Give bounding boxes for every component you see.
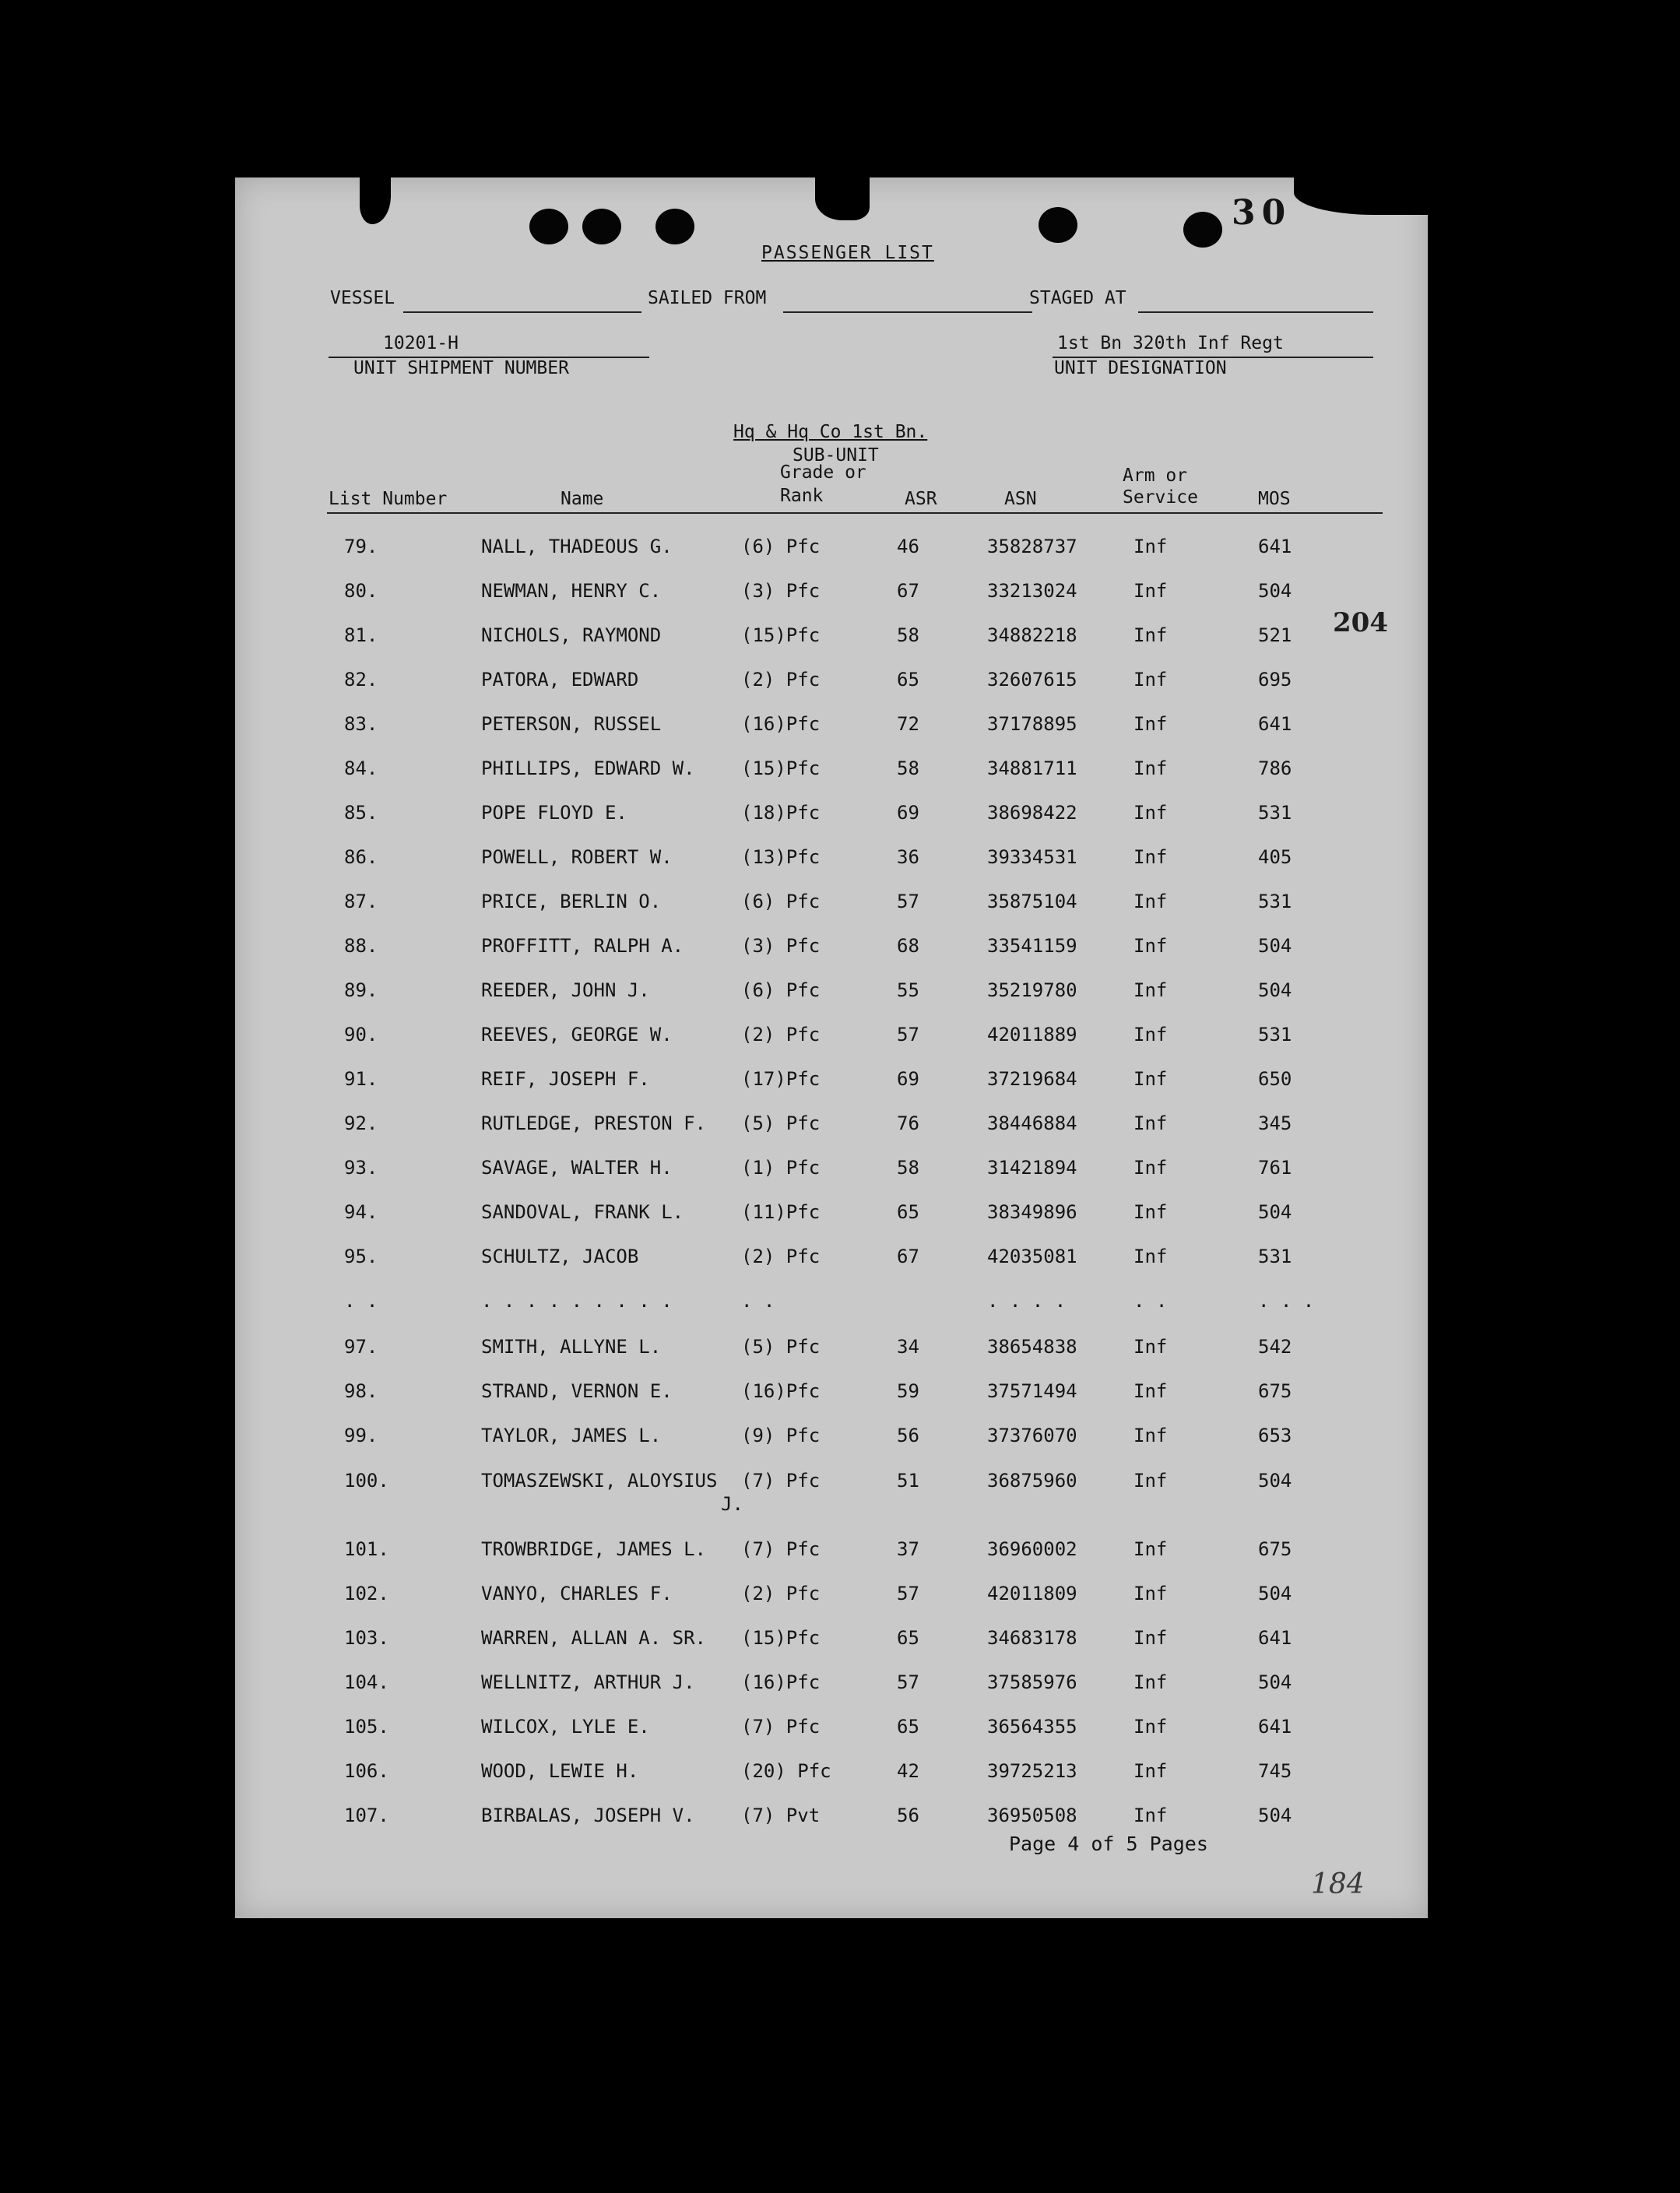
row-asn: 34683178	[987, 1627, 1077, 1649]
row-mos: 531	[1258, 802, 1292, 824]
row-arm: Inf	[1133, 1380, 1168, 1402]
staged-at-line	[1138, 311, 1373, 313]
row-grade: (3) Pfc	[741, 580, 821, 602]
row-asr: 57	[897, 1583, 919, 1604]
table-row	[235, 757, 1428, 789]
row-asr: 34	[897, 1336, 919, 1358]
row-asr: 51	[897, 1470, 919, 1492]
row-mos: 761	[1258, 1157, 1292, 1179]
row-name: VANYO, CHARLES F.	[481, 1583, 673, 1604]
row-arm: Inf	[1133, 1336, 1168, 1358]
table-row	[235, 1538, 1428, 1569]
row-asr: 67	[897, 580, 919, 602]
punch-hole	[1183, 212, 1222, 248]
row-asr: 56	[897, 1425, 919, 1446]
row-grade: (7) Pfc	[741, 1716, 821, 1738]
table-row	[235, 1716, 1428, 1747]
row-arm: Inf	[1133, 757, 1168, 779]
sub-unit-label: SUB-UNIT	[793, 445, 879, 466]
row-name: REEVES, GEORGE W.	[481, 1024, 673, 1046]
row-list-number: 81.	[344, 624, 378, 646]
row-arm: Inf	[1133, 1538, 1168, 1560]
row-list-number: 105.	[344, 1716, 389, 1738]
row-arm: Inf	[1133, 624, 1168, 646]
table-row	[235, 1290, 1428, 1321]
unit-designation: 1st Bn 320th Inf Regt	[1057, 333, 1284, 353]
table-row	[235, 1760, 1428, 1791]
row-mos: 641	[1258, 1716, 1292, 1738]
torn-edge	[1294, 177, 1428, 215]
row-name: NICHOLS, RAYMOND	[481, 624, 662, 646]
row-name: BIRBALAS, JOSEPH V.	[481, 1805, 695, 1826]
row-asn: 36875960	[987, 1470, 1077, 1492]
table-row	[235, 1425, 1428, 1456]
column-header-grade: Grade or	[780, 462, 866, 483]
row-grade: (1) Pfc	[741, 1157, 821, 1179]
row-mos: 641	[1258, 1627, 1292, 1649]
row-arm: Inf	[1133, 536, 1168, 557]
row-mos: 650	[1258, 1068, 1292, 1090]
row-list-number: 102.	[344, 1583, 389, 1604]
row-arm: Inf	[1133, 1201, 1168, 1223]
row-asn: 36950508	[987, 1805, 1077, 1826]
row-list-number: 82.	[344, 669, 378, 691]
row-name: REIF, JOSEPH F.	[481, 1068, 650, 1090]
header-rule	[327, 512, 1383, 514]
row-name: WILCOX, LYLE E.	[481, 1716, 650, 1738]
row-grade: (6) Pfc	[741, 536, 821, 557]
row-arm: Inf	[1133, 1068, 1168, 1090]
row-name: NEWMAN, HENRY C.	[481, 580, 662, 602]
vessel-label: VESSEL	[330, 288, 395, 308]
row-list-number: 103.	[344, 1627, 389, 1649]
row-asn: 36960002	[987, 1538, 1077, 1560]
row-mos: 504	[1258, 979, 1292, 1001]
row-grade: (5) Pfc	[741, 1112, 821, 1134]
unit-shipment-number: 10201-H	[383, 333, 459, 353]
row-arm: Inf	[1133, 580, 1168, 602]
row-arm: Inf	[1133, 1246, 1168, 1267]
row-list-number: 85.	[344, 802, 378, 824]
table-row	[235, 669, 1428, 700]
row-name: TAYLOR, JAMES L.	[481, 1425, 662, 1446]
row-arm: Inf	[1133, 713, 1168, 735]
row-mos: 504	[1258, 580, 1292, 602]
row-asn: 38698422	[987, 802, 1077, 824]
row-asn: 42011809	[987, 1583, 1077, 1604]
row-grade: (16)Pfc	[741, 1380, 821, 1402]
row-grade: (2) Pfc	[741, 1583, 821, 1604]
row-list-number: 89.	[344, 979, 378, 1001]
row-name: WOOD, LEWIE H.	[481, 1760, 639, 1782]
row-asr: 68	[897, 935, 919, 957]
table-row	[235, 1024, 1428, 1055]
row-name: TROWBRIDGE, JAMES L.	[481, 1538, 706, 1560]
row-asr: 65	[897, 1201, 919, 1223]
row-arm: Inf	[1133, 846, 1168, 868]
row-asn: 37178895	[987, 713, 1077, 735]
row-list-number: 106.	[344, 1760, 389, 1782]
punch-hole	[1039, 207, 1077, 243]
row-mos: 641	[1258, 536, 1292, 557]
row-list-number: 97.	[344, 1336, 378, 1358]
row-name: POPE FLOYD E.	[481, 802, 627, 824]
row-arm: Inf	[1133, 891, 1168, 912]
row-grade: (17)Pfc	[741, 1068, 821, 1090]
row-grade: (3) Pfc	[741, 935, 821, 957]
row-list-number: 79.	[344, 536, 378, 557]
row-list-number: 99.	[344, 1425, 378, 1446]
row-grade: (15)Pfc	[741, 1627, 821, 1649]
row-mos: 405	[1258, 846, 1292, 868]
row-list-number: 101.	[344, 1538, 389, 1560]
row-asn: 34881711	[987, 757, 1077, 779]
row-asn: . . . .	[987, 1290, 1067, 1312]
row-asn: 35875104	[987, 891, 1077, 912]
column-header-grade-rank: Rank	[780, 486, 824, 506]
table-row	[235, 1068, 1428, 1099]
table-row	[235, 1112, 1428, 1144]
column-header-asr: ASR	[905, 489, 937, 509]
row-asn: 37376070	[987, 1425, 1077, 1446]
table-row	[235, 1336, 1428, 1367]
row-grade: (9) Pfc	[741, 1425, 821, 1446]
table-row	[235, 1246, 1428, 1277]
row-asn: 34882218	[987, 624, 1077, 646]
row-arm: Inf	[1133, 1760, 1168, 1782]
row-list-number: 90.	[344, 1024, 378, 1046]
row-name: WARREN, ALLAN A. SR.	[481, 1627, 706, 1649]
row-name: SCHULTZ, JACOB	[481, 1246, 639, 1267]
row-asr: 65	[897, 1716, 919, 1738]
row-mos: 786	[1258, 757, 1292, 779]
table-row	[235, 624, 1428, 655]
table-row	[235, 580, 1428, 611]
row-name: PROFFITT, RALPH A.	[481, 935, 684, 957]
row-asr: 69	[897, 1068, 919, 1090]
row-asr: 65	[897, 669, 919, 691]
table-row	[235, 1380, 1428, 1411]
row-list-number: 95.	[344, 1246, 378, 1267]
staged-at-label: STAGED AT	[1029, 288, 1126, 308]
row-grade: (18)Pfc	[741, 802, 821, 824]
row-asr: 59	[897, 1380, 919, 1402]
row-arm: Inf	[1133, 1805, 1168, 1826]
row-name: SANDOVAL, FRANK L.	[481, 1201, 684, 1223]
row-arm: Inf	[1133, 979, 1168, 1001]
row-asr: 76	[897, 1112, 919, 1134]
row-grade: (6) Pfc	[741, 979, 821, 1001]
row-name: WELLNITZ, ARTHUR J.	[481, 1671, 695, 1693]
punch-hole	[529, 209, 568, 244]
row-asn: 38446884	[987, 1112, 1077, 1134]
row-arm: Inf	[1133, 669, 1168, 691]
row-mos: 675	[1258, 1538, 1292, 1560]
row-asr: 46	[897, 536, 919, 557]
row-mos: 641	[1258, 713, 1292, 735]
row-grade: (20) Pfc	[741, 1760, 831, 1782]
row-grade: (2) Pfc	[741, 1024, 821, 1046]
row-asn: 38349896	[987, 1201, 1077, 1223]
vessel-line	[403, 311, 641, 313]
row-name: SAVAGE, WALTER H.	[481, 1157, 673, 1179]
form-title: PASSENGER LIST	[761, 243, 934, 263]
row-asn: 39334531	[987, 846, 1077, 868]
row-list-number: 98.	[344, 1380, 378, 1402]
row-list-number: 80.	[344, 580, 378, 602]
unit-designation-label: UNIT DESIGNATION	[1054, 358, 1227, 378]
row-mos: 531	[1258, 891, 1292, 912]
row-grade: (15)Pfc	[741, 624, 821, 646]
row-asn: 42035081	[987, 1246, 1077, 1267]
row-asn: 33213024	[987, 580, 1077, 602]
row-asr: 57	[897, 1671, 919, 1693]
stamp-number: 204	[1333, 607, 1388, 638]
column-header-arm: Arm or	[1123, 466, 1188, 486]
table-row	[235, 935, 1428, 966]
table-row	[235, 1201, 1428, 1232]
row-grade: (7) Pfc	[741, 1538, 821, 1560]
row-asr: 67	[897, 1246, 919, 1267]
row-mos: 504	[1258, 935, 1292, 957]
table-row	[235, 1805, 1428, 1836]
row-mos: 695	[1258, 669, 1292, 691]
sailed-from-label: SAILED FROM	[648, 288, 767, 308]
row-arm: Inf	[1133, 1470, 1168, 1492]
row-mos: 345	[1258, 1112, 1292, 1134]
table-row	[235, 979, 1428, 1010]
row-name: NALL, THADEOUS G.	[481, 536, 673, 557]
row-grade: (13)Pfc	[741, 846, 821, 868]
row-arm: Inf	[1133, 1112, 1168, 1134]
row-asr: 57	[897, 891, 919, 912]
row-asr: 72	[897, 713, 919, 735]
row-name: SMITH, ALLYNE L.	[481, 1336, 662, 1358]
row-grade: (2) Pfc	[741, 669, 821, 691]
row-list-number: 93.	[344, 1157, 378, 1179]
row-asn: 36564355	[987, 1716, 1077, 1738]
row-grade: (16)Pfc	[741, 1671, 821, 1693]
row-grade: (6) Pfc	[741, 891, 821, 912]
row-arm: Inf	[1133, 802, 1168, 824]
row-list-number: 100.	[344, 1470, 389, 1492]
torn-edge	[815, 177, 870, 220]
row-mos: . . .	[1258, 1290, 1315, 1312]
row-asn: 37571494	[987, 1380, 1077, 1402]
row-mos: 531	[1258, 1246, 1292, 1267]
row-asn: 35828737	[987, 536, 1077, 557]
row-asr: 57	[897, 1024, 919, 1046]
row-list-number: 91.	[344, 1068, 378, 1090]
sailed-from-line	[783, 311, 1032, 313]
table-row	[235, 891, 1428, 922]
page-footer: Page 4 of 5 Pages	[1009, 1833, 1208, 1855]
row-mos: 504	[1258, 1671, 1292, 1693]
row-asr: 36	[897, 846, 919, 868]
row-mos: 504	[1258, 1805, 1292, 1826]
row-arm: Inf	[1133, 1425, 1168, 1446]
row-grade: (7) Pvt	[741, 1805, 821, 1826]
row-list-number: 84.	[344, 757, 378, 779]
row-list-number: 92.	[344, 1112, 378, 1134]
row-asr: 42	[897, 1760, 919, 1782]
row-name: REEDER, JOHN J.	[481, 979, 650, 1001]
column-header-asn: ASN	[1004, 489, 1037, 509]
table-row	[235, 536, 1428, 567]
row-name-continuation: J.	[721, 1493, 743, 1515]
row-list-number: 86.	[344, 846, 378, 868]
row-arm: Inf	[1133, 935, 1168, 957]
row-mos: 531	[1258, 1024, 1292, 1046]
table-row	[235, 1470, 1428, 1515]
table-row	[235, 713, 1428, 744]
column-header-mos: MOS	[1258, 489, 1291, 509]
row-list-number: 107.	[344, 1805, 389, 1826]
row-list-number: 94.	[344, 1201, 378, 1223]
row-asn: 38654838	[987, 1336, 1077, 1358]
row-asn: 37219684	[987, 1068, 1077, 1090]
page-number: 30	[1232, 193, 1292, 233]
row-arm: Inf	[1133, 1671, 1168, 1693]
row-list-number: . .	[344, 1290, 378, 1312]
row-list-number: 83.	[344, 713, 378, 735]
row-mos: 653	[1258, 1425, 1292, 1446]
table-row	[235, 1157, 1428, 1188]
sub-unit: Hq & Hq Co 1st Bn.	[733, 422, 928, 442]
handwritten-number: 184	[1311, 1868, 1365, 1900]
passenger-list-page	[235, 177, 1428, 1918]
punch-hole	[655, 209, 694, 244]
row-name: STRAND, VERNON E.	[481, 1380, 673, 1402]
row-list-number: 104.	[344, 1671, 389, 1693]
table-row	[235, 1627, 1428, 1658]
row-grade: (2) Pfc	[741, 1246, 821, 1267]
row-asn: 32607615	[987, 669, 1077, 691]
punch-hole	[582, 209, 621, 244]
row-asn: 39725213	[987, 1760, 1077, 1782]
row-arm: Inf	[1133, 1716, 1168, 1738]
row-asr: 65	[897, 1627, 919, 1649]
row-name: PHILLIPS, EDWARD W.	[481, 757, 695, 779]
row-mos: 542	[1258, 1336, 1292, 1358]
row-mos: 504	[1258, 1583, 1292, 1604]
row-arm: Inf	[1133, 1157, 1168, 1179]
row-name: POWELL, ROBERT W.	[481, 846, 673, 868]
row-name: PRICE, BERLIN O.	[481, 891, 662, 912]
row-grade: (15)Pfc	[741, 757, 821, 779]
row-list-number: 87.	[344, 891, 378, 912]
row-asn: 35219780	[987, 979, 1077, 1001]
row-asn: 33541159	[987, 935, 1077, 957]
row-name: RUTLEDGE, PRESTON F.	[481, 1112, 706, 1134]
column-header-list-number: List Number	[329, 489, 448, 509]
row-asr: 55	[897, 979, 919, 1001]
table-row	[235, 846, 1428, 877]
row-asr: 69	[897, 802, 919, 824]
row-asr: 56	[897, 1805, 919, 1826]
row-asr: 58	[897, 1157, 919, 1179]
row-mos: 675	[1258, 1380, 1292, 1402]
column-header-arm-service: Service	[1123, 487, 1198, 508]
table-row	[235, 1583, 1428, 1614]
row-name: PATORA, EDWARD	[481, 669, 639, 691]
row-arm: Inf	[1133, 1583, 1168, 1604]
column-header-name: Name	[561, 489, 604, 509]
row-arm: Inf	[1133, 1024, 1168, 1046]
row-arm: . .	[1133, 1290, 1168, 1312]
row-list-number: 88.	[344, 935, 378, 957]
table-row	[235, 802, 1428, 833]
row-mos: 745	[1258, 1760, 1292, 1782]
row-asn: 37585976	[987, 1671, 1077, 1693]
row-mos: 504	[1258, 1201, 1292, 1223]
row-asn: 31421894	[987, 1157, 1077, 1179]
row-asr: 58	[897, 757, 919, 779]
unit-shipment-number-label: UNIT SHIPMENT NUMBER	[353, 358, 569, 378]
row-asn: 42011889	[987, 1024, 1077, 1046]
row-grade: . .	[741, 1290, 775, 1312]
row-name: . . . . . . . . .	[481, 1290, 673, 1312]
row-grade: (11)Pfc	[741, 1201, 821, 1223]
row-asr: 37	[897, 1538, 919, 1560]
row-mos: 504	[1258, 1470, 1292, 1492]
row-grade: (16)Pfc	[741, 713, 821, 735]
torn-edge	[360, 177, 391, 224]
row-asr: 58	[897, 624, 919, 646]
row-name: PETERSON, RUSSEL	[481, 713, 662, 735]
table-row	[235, 1671, 1428, 1703]
row-name: TOMASZEWSKI, ALOYSIUS	[481, 1470, 718, 1492]
row-arm: Inf	[1133, 1627, 1168, 1649]
row-mos: 521	[1258, 624, 1292, 646]
row-grade: (7) Pfc	[741, 1470, 821, 1492]
row-grade: (5) Pfc	[741, 1336, 821, 1358]
